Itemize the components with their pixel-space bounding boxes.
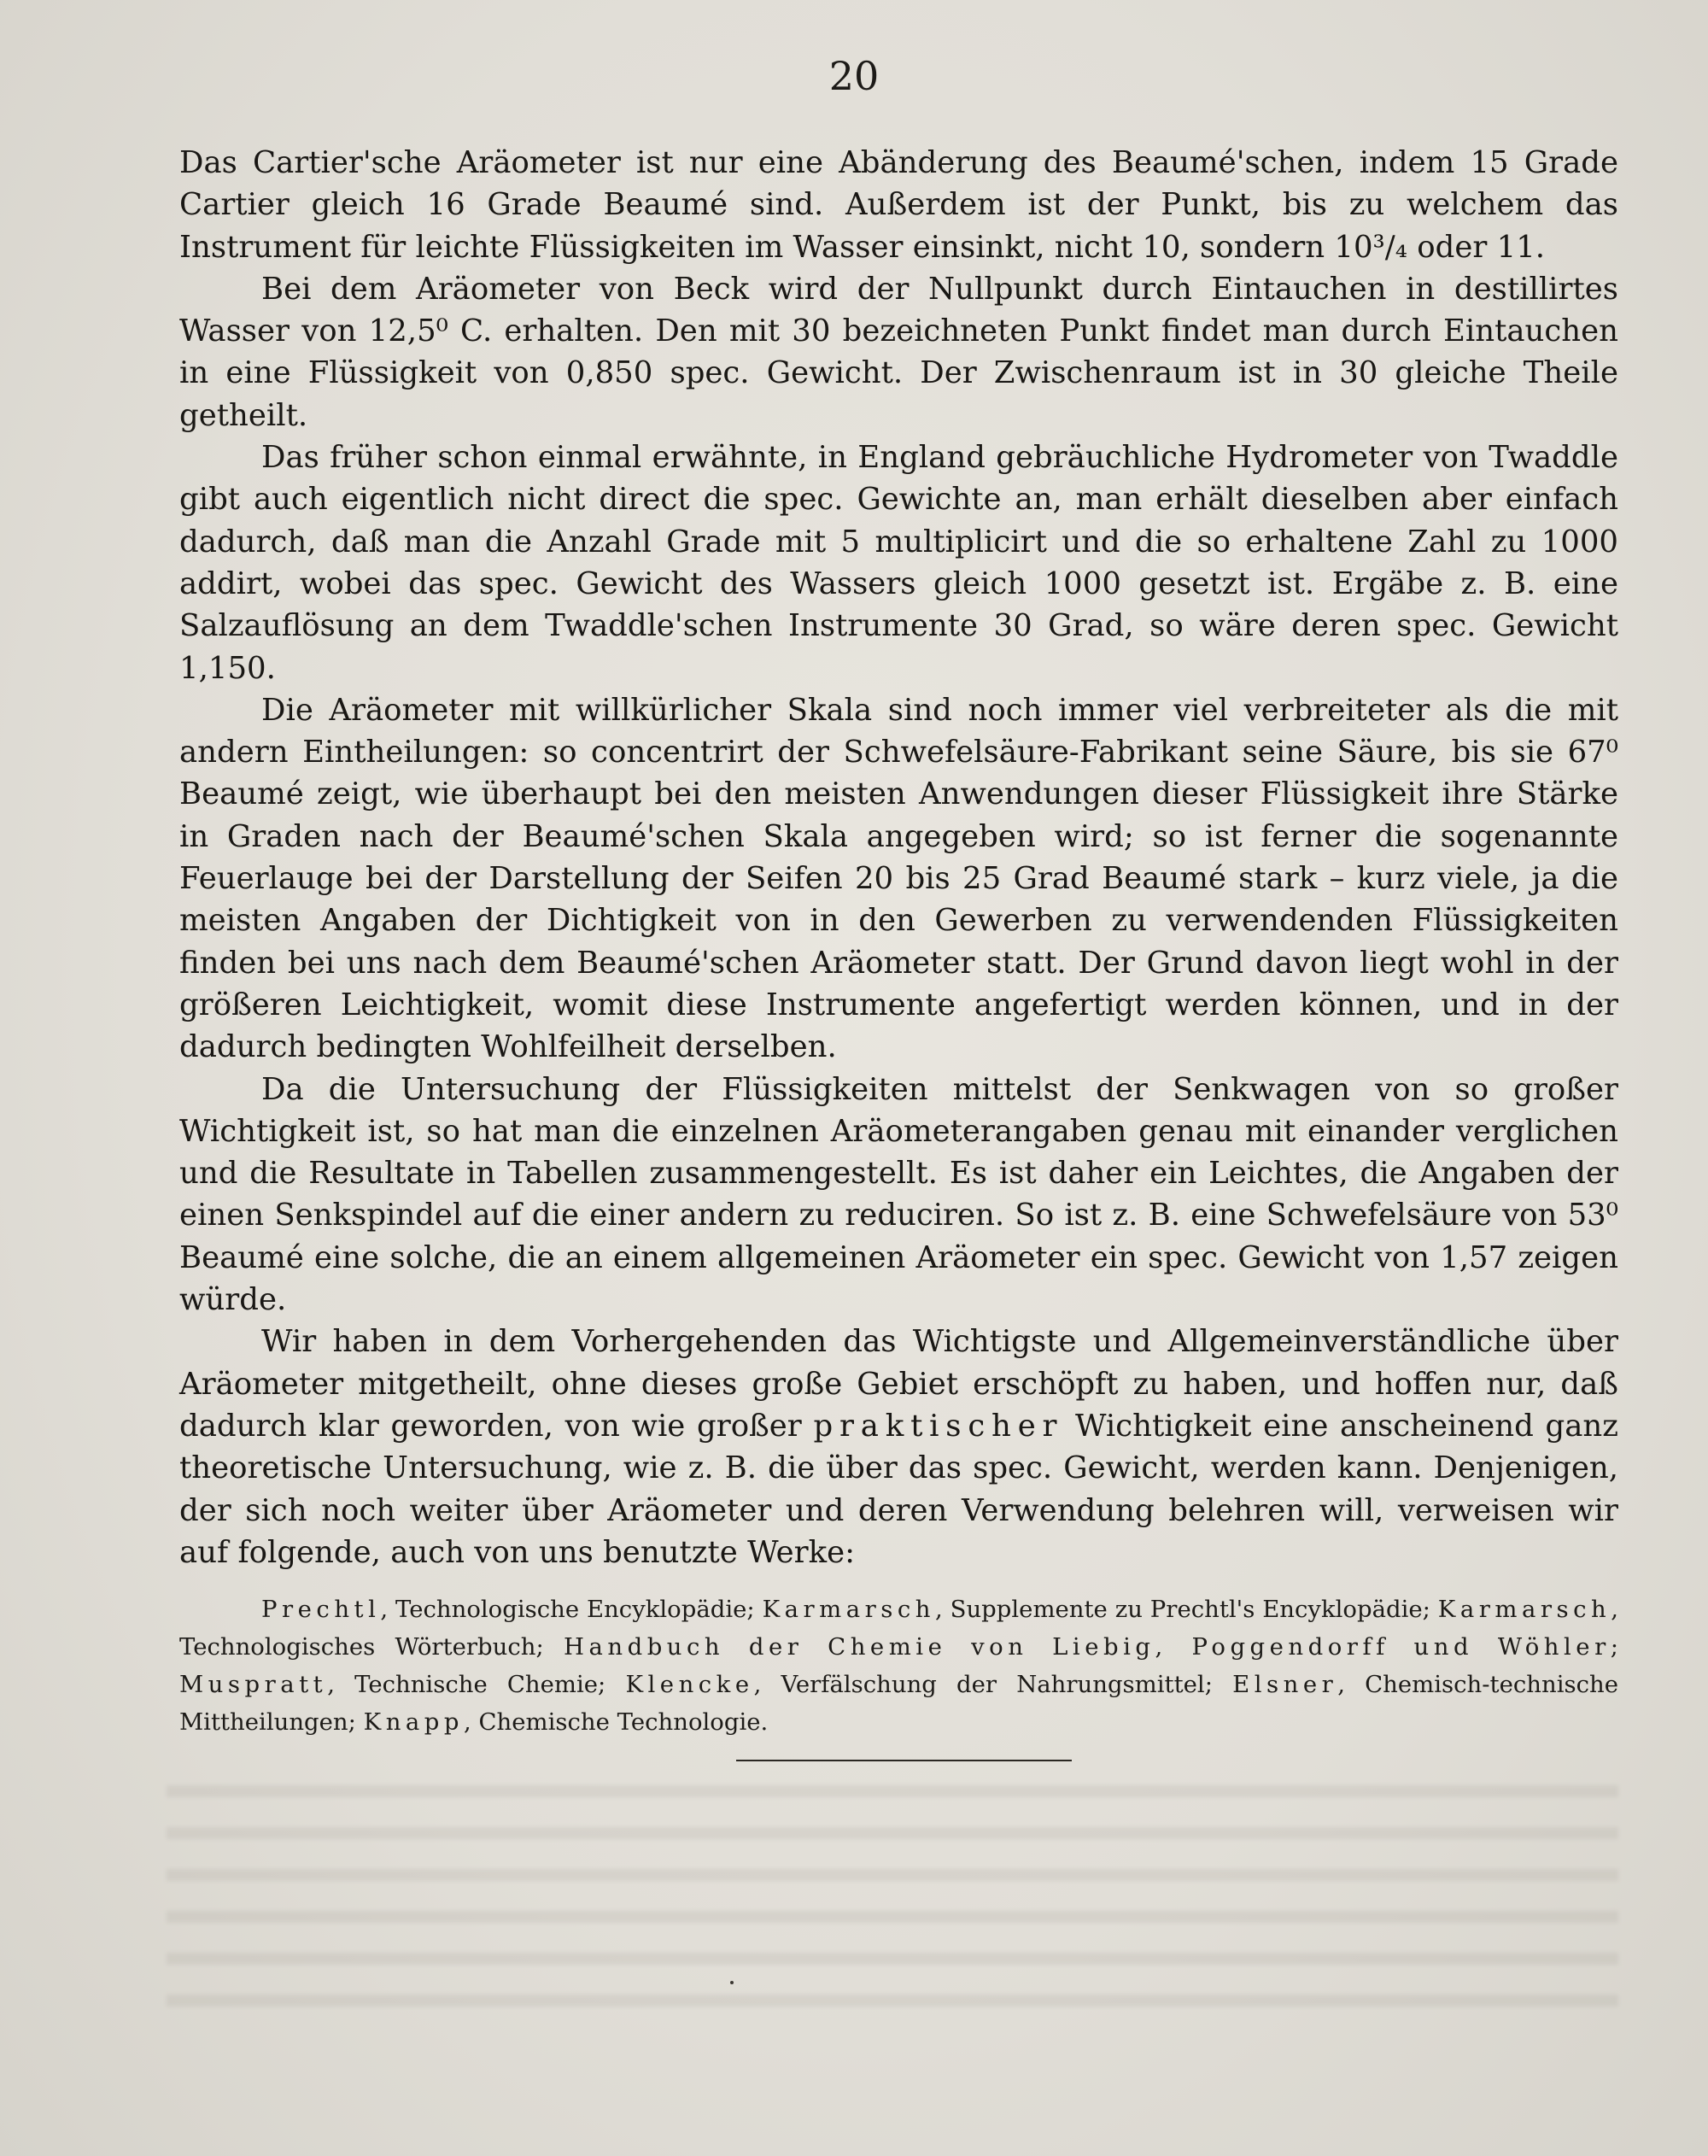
ref-author-elsner: Elsner [1232,1671,1338,1699]
ref-author-karmarsch-2: Karmarsch [1437,1596,1611,1624]
show-through-text [167,1785,1618,2024]
section-end-rule [736,1760,1072,1761]
print-speck [730,1981,734,1984]
ref-title-1: , Technologische Encyklopädie; [380,1596,763,1624]
ref-title-7: , Chemisch-technische Mittheilungen; [179,1671,1618,1737]
ref-title-6: , Verfälschung der Nahrungsmittel; [753,1671,1233,1699]
paragraph-arbitrary-scale: Die Aräometer mit willkürlicher Skala sind noch immer viel verbreiteter als die mit andern Eintheilungen: so concentrirt der Schwefelsäure-Fabrikant seine Säure, bis sie 67⁰ Beaumé zeigt, wie überhaupt bei den meisten Anwendungen dieser Flüssigkeit ihre Stärke in Graden nach der Beaumé'schen Skala angegeben wird; so ist ferner die sogenannte Feuerlauge bei der Darstellung der Seifen 20 bis 25 Grad Beaumé stark – kurz viele, ja die meisten Angaben der Dichtigkeit von in den Gewerben zu verwendenden Flüssigkeiten finden bei uns nach dem Beaumé'schen Aräometer statt. Der Grund davon liegt wohl in der größeren Leichtigkeit, womit diese Instrumente angefertigt werden können, und in der dadurch bedingten Wohlfeilheit derselben. [179,692,1618,1065]
ref-title-5: , Technische Chemie; [327,1671,626,1699]
ref-author-muspratt: Muspratt [179,1671,328,1699]
page-number: 20 [828,53,880,99]
ref-title-3: , Technologisches Wörterbuch; [179,1596,1618,1661]
paragraph-twaddle: Das früher schon einmal erwähnte, in England gebräuchliche Hydrometer von Twaddle gibt auch eigentlich nicht direct die spec. Gewichte an, man erhält dieselben aber einfach dadurch, daß man die Anzahl Grade mit 5 multiplicirt und die so erhaltene Zahl zu 1000 addirt, wobei das spec. Gewicht des Wassers gleich 1000 gesetzt ist. Ergäbe z. B. eine Salzauflösung an dem Twaddle'schen Instrumente 30 Grad, so wäre deren spec. Gewicht 1,150. [179,440,1618,686]
ref-author-knapp: Knapp [363,1708,465,1737]
ref-title-2: , Supplemente zu Prechtl's Encyklopädie; [935,1596,1438,1624]
closing-text-2: Wichtigkeit eine anscheinend ganz theoretische Untersuchung, wie z. B. die über das spec. Gewicht, werden kann. Denjenigen, der sich noch weiter über Aräometer und deren Verwendung belehren will, verweisen wir auf folgende, auch von uns benutzte Werke: [179,1408,1618,1570]
paragraph-closing [179,1321,1618,1573]
ref-author-prechtl: Prechtl [261,1596,381,1624]
ref-author-karmarsch-1: Karmarsch [762,1596,935,1624]
closing-emphasis: praktischer [813,1408,1064,1444]
body-text [179,142,1618,1741]
paragraph-tables: Da die Untersuchung der Flüssigkeiten mittelst der Senkwagen von so großer Wichtigkeit ist, so hat man die einzelnen Aräometerangaben genau mit einander verglichen und die Resultate in Tabellen zusammengestellt. Es ist daher ein Leichtes, die Angaben der einen Senkspindel auf die einer andern zu reduciren. So ist z. B. eine Schwefelsäure von 53⁰ Beaumé eine solche, die an einem allgemeinen Aräometer ein spec. Gewicht von 1,57 zeigen würde. [179,1071,1618,1318]
ref-sep-4: ; [1610,1633,1618,1661]
ref-title-8: , Chemische Technologie. [464,1708,769,1737]
paragraph-cartier: Das Cartier'sche Aräometer ist nur eine Abänderung des Beaumé'schen, indem 15 Grade Cartier gleich 16 Grade Beaumé sind. Außerdem ist der Punkt, bis zu welchem das Instrument für leichte Flüssigkeiten im Wasser einsinkt, nicht 10, sondern 10³/₄ oder 11. [179,145,1618,265]
references-list [179,1591,1618,1741]
paragraph-beck: Bei dem Aräometer von Beck wird der Nullpunkt durch Eintauchen in destillirtes Wasser von 12,5⁰ C. erhalten. Den mit 30 bezeichneten Punkt findet man durch Eintauchen in eine Flüssigkeit von 0,850 spec. Gewicht. Der Zwischenraum ist in 30 gleiche Theile getheilt. [179,271,1618,433]
ref-author-klencke: Klencke [625,1671,754,1699]
closing-text-1: Wir haben in dem Vorhergehenden das Wichtigste und Allgemeinverständliche über Aräometer mitgetheilt, ohne dieses große Gebiet erschöpft zu haben, und hoffen nur, daß dadurch klar geworden, von wie großer [179,1324,1618,1444]
ref-handbuch: Handbuch der Chemie von Liebig, Poggendorff und Wöhler [564,1633,1611,1661]
